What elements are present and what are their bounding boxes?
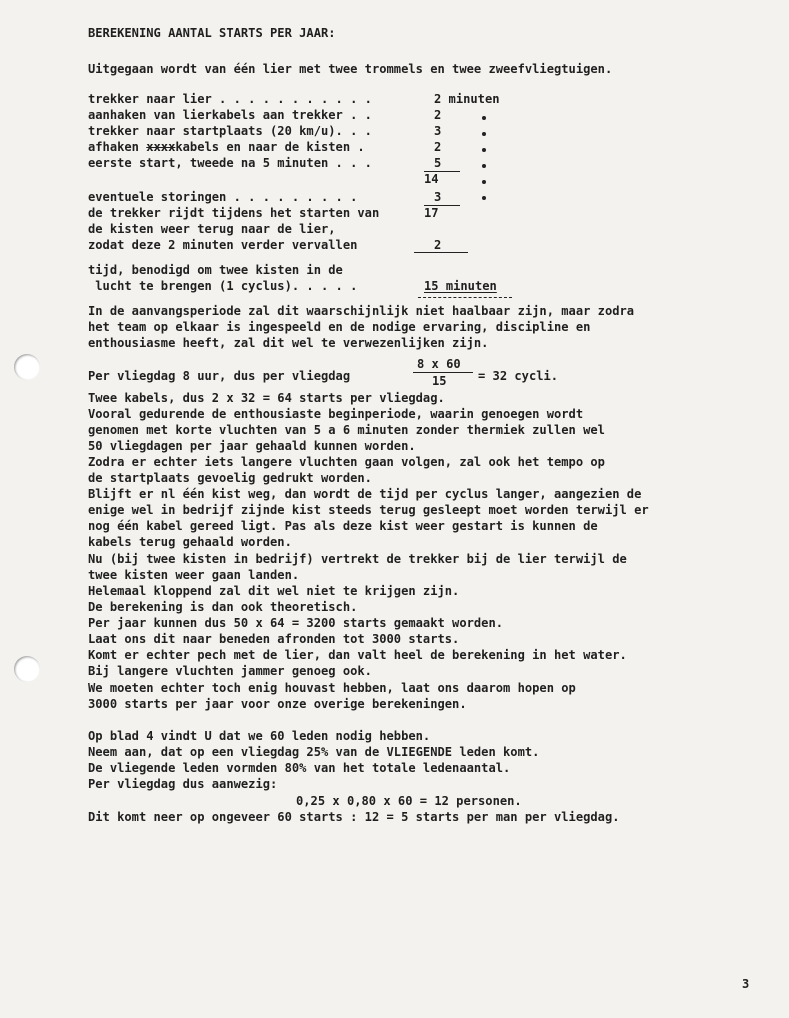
paragraph-line: Blijft er nl één kist weg, dan wordt de tijd per cyclus langer, aangezien de (88, 487, 642, 501)
paragraph-line: Neem aan, dat op een vliegdag 25% van de VLIEGENDE leden komt. (88, 745, 540, 759)
conclusion: Dit komt neer op ongeveer 60 starts : 12 = 5 starts per man per vliegdag. (88, 810, 620, 824)
paragraph-line: Komt er echter pech met de lier, dan valt heel de berekening in het water. (88, 648, 627, 662)
punch-hole-top (14, 354, 40, 380)
intro-line: Uitgegaan wordt van één lier met twee trommels en twee zweefvliegtuigen. (88, 62, 613, 76)
paragraph-line: Twee kabels, dus 2 x 32 = 64 starts per vliegdag. (88, 391, 445, 405)
margin-dot (482, 180, 486, 184)
trekker-line: de trekker rijdt tijdens het starten van (88, 206, 380, 220)
trekker-value: 2 (434, 238, 442, 252)
page-number: 3 (742, 977, 750, 991)
cyclus-value: 15 minuten (424, 279, 497, 293)
paragraph-line: De vliegende leden vormden 80% van het totale ledenaantal. (88, 761, 511, 775)
step-value: 3 (434, 124, 442, 138)
step-label: trekker naar lier . . . . . . . . . . . (88, 92, 372, 106)
paragraph-line: Helemaal kloppend zal dit wel niet te krijgen zijn. (88, 584, 460, 598)
step-label: aanhaken van lierkabels aan trekker . . (88, 108, 372, 122)
paragraph-line: Per vliegdag dus aanwezig: (88, 777, 278, 791)
step-value: 5 (434, 156, 442, 170)
storingen-value: 3 (434, 190, 442, 204)
subtotal-2: 17 (424, 206, 439, 220)
per-vliegdag-text: Per vliegdag 8 uur, dus per vliegdag (88, 369, 351, 383)
subtotal-1: 14 (424, 172, 439, 186)
paragraph-line: het team op elkaar is ingespeeld en de nodige ervaring, discipline en (88, 320, 591, 334)
trekker-line: de kisten weer terug naar de lier, (88, 222, 336, 236)
cyclus-line: tijd, benodigd om twee kisten in de (88, 263, 343, 277)
paragraph-line: De berekening is dan ook theoretisch. (88, 600, 358, 614)
fraction-numerator: 8 x 60 (417, 357, 461, 371)
paragraph-line: enige wel in bedrijf zijnde kist steeds terug gesleept moet worden terwijl er (88, 503, 649, 517)
paragraph-line: de startplaats gevoelig gedrukt worden. (88, 471, 372, 485)
paragraph-line: 3000 starts per jaar voor onze overige berekeningen. (88, 697, 467, 711)
margin-dot (482, 116, 486, 120)
paragraph-line: enthousiasme heeft, zal dit wel te verwezenlijken zijn. (88, 336, 489, 350)
storingen-label: eventuele storingen . . . . . . . . . (88, 190, 358, 204)
paragraph-line: genomen met korte vluchten van 5 a 6 minuten zonder thermiek zullen wel (88, 423, 605, 437)
fraction-denominator: 15 (432, 374, 447, 388)
cyclus-line: lucht te brengen (1 cyclus). . . . . (88, 279, 358, 293)
paragraph-line: 50 vliegdagen per jaar gehaald kunnen worden. (88, 439, 416, 453)
heading: BEREKENING AANTAL STARTS PER JAAR: (88, 26, 336, 40)
step-label: trekker naar startplaats (20 km/u). . . (88, 124, 372, 138)
margin-dot (482, 196, 486, 200)
paragraph-line: Laat ons dit naar beneden afronden tot 3000 starts. (88, 632, 460, 646)
paragraph-line: Op blad 4 vindt U dat we 60 leden nodig hebben. (88, 729, 431, 743)
paragraph-line: In de aanvangsperiode zal dit waarschijnlijk niet haalbaar zijn, maar zodra (88, 304, 635, 318)
margin-dot (482, 148, 486, 152)
paragraph-line: nog één kabel gereed ligt. Pas als deze kist weer gestart is kunnen de (88, 519, 598, 533)
step-value: 2 (434, 140, 442, 154)
paragraph-line: Per jaar kunnen dus 50 x 64 = 3200 starts gemaakt worden. (88, 616, 504, 630)
step-value: 2 minuten (434, 92, 500, 106)
paragraph-line: We moeten echter toch enig houvast hebben, laat ons daarom hopen op (88, 681, 576, 695)
paragraph-line: Zodra er echter iets langere vluchten gaan volgen, zal ook het tempo op (88, 455, 605, 469)
formula: 0,25 x 0,80 x 60 = 12 personen. (296, 794, 522, 808)
punch-hole-bottom (14, 656, 40, 682)
margin-dot (482, 164, 486, 168)
paragraph-line: Bij langere vluchten jammer genoeg ook. (88, 664, 372, 678)
double-rule (418, 296, 512, 298)
paragraph-line: Vooral gedurende de enthousiaste beginperiode, waarin genoegen wordt (88, 407, 584, 421)
trekker-line: zodat deze 2 minuten verder vervallen (88, 238, 358, 252)
paragraph-line: Nu (bij twee kisten in bedrijf) vertrekt de trekker bij de lier terwijl de (88, 552, 627, 566)
step-label: afhaken xxxxkabels en naar de kisten . (88, 140, 365, 154)
fraction-result: = 32 cycli. (478, 369, 559, 383)
sum-rule-3 (414, 252, 468, 253)
paragraph-line: kabels terug gehaald worden. (88, 535, 292, 549)
step-label: eerste start, tweede na 5 minuten . . . (88, 156, 372, 170)
paragraph-line: twee kisten weer gaan landen. (88, 568, 300, 582)
margin-dot (482, 132, 486, 136)
step-value: 2 (434, 108, 442, 122)
